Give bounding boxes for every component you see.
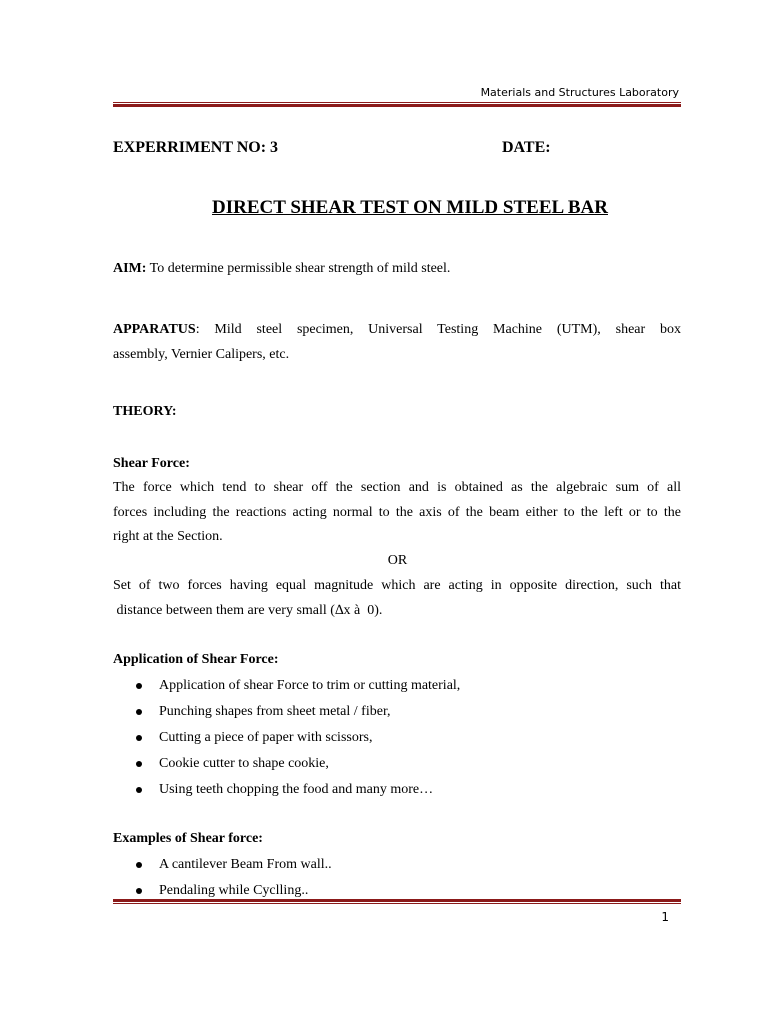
list-item: Using teeth chopping the food and many more… — [113, 777, 460, 803]
shear-force-alt-line-2: distance between them are very small (∆x à 0). — [113, 602, 383, 618]
header-rule — [113, 102, 681, 107]
application-heading: Application of Shear Force: — [113, 652, 279, 667]
examples-list — [113, 852, 332, 904]
list-item: Cutting a piece of paper with scissors, — [113, 725, 460, 751]
page-title: DIRECT SHEAR TEST ON MILD STEEL BAR — [212, 197, 608, 218]
apparatus-line-2: assembly, Vernier Calipers, etc. — [113, 346, 290, 362]
shear-force-line-1: The force which tend to shear off the section and is obtained as the algebraic sum of all — [113, 480, 681, 495]
or-separator: OR — [387, 553, 408, 568]
shear-force-definition — [113, 476, 681, 550]
aim-line — [113, 257, 450, 281]
shear-force-alt-line-1: Set of two forces having equal magnitude which are acting in opposite direction, such that — [113, 578, 681, 593]
date-label: DATE: — [502, 139, 551, 156]
page-number: 1 — [661, 910, 669, 924]
shear-force-line-2: forces including the reactions acting normal to the axis of the beam either to the left or to the — [113, 504, 681, 520]
shear-force-alt-definition — [113, 574, 681, 623]
shear-force-line-3: right at the Section. — [113, 529, 223, 544]
apparatus-label: APPARATUS — [113, 322, 196, 337]
running-header: Materials and Structures Laboratory — [480, 86, 679, 99]
apparatus-paragraph — [113, 318, 681, 367]
shear-force-heading: Shear Force: — [113, 456, 190, 471]
examples-heading: Examples of Shear force: — [113, 831, 263, 846]
theory-heading: THEORY: — [113, 404, 177, 419]
experiment-number: EXPERRIMENT NO: 3 — [113, 139, 279, 156]
footer-rule — [113, 899, 681, 904]
aim-label: AIM: — [113, 261, 147, 276]
apparatus-line-1: APPARATUS: Mild steel specimen, Universal Testing Machine (UTM), shear box — [113, 322, 681, 337]
list-item: Cookie cutter to shape cookie, — [113, 751, 460, 777]
list-item: A cantilever Beam From wall.. — [113, 852, 332, 878]
list-item: Punching shapes from sheet metal / fiber, — [113, 699, 460, 725]
aim-text: To determine permissible shear strength of mild steel. — [146, 261, 451, 276]
list-item: Pendaling while Cyclling.. — [113, 878, 332, 904]
list-item: Application of shear Force to trim or cutting material, — [113, 673, 460, 699]
application-list — [113, 673, 460, 803]
